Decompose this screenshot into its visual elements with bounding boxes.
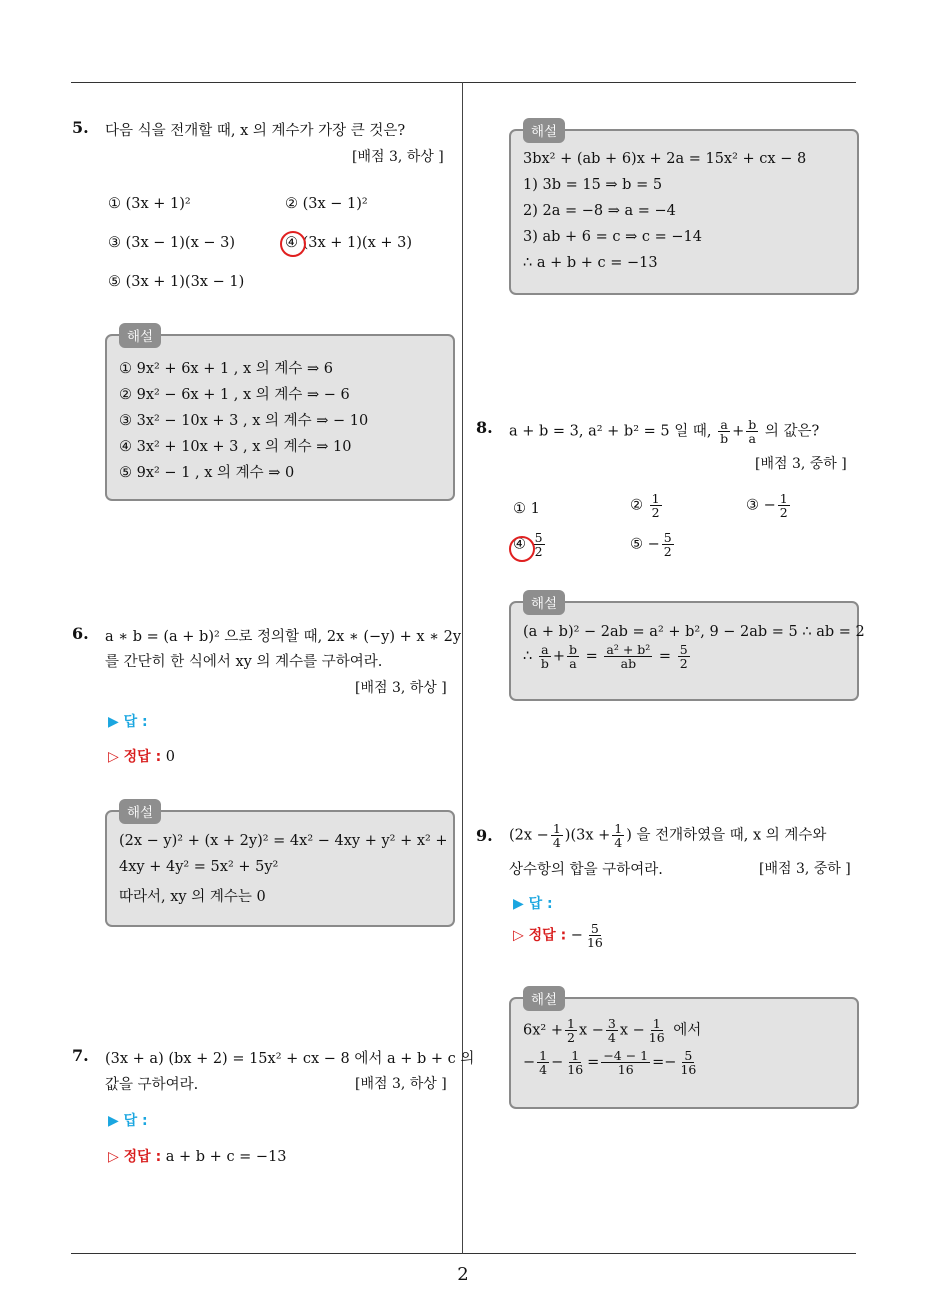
q8-text: a + b = 3, a² + b² = 5 일 때, $\frac{a}{b}$ + $\frac{b}{a}$ 의 값은? bbox=[509, 417, 820, 447]
q7-solution-line: 2) 2a = −8 ⇒ a = −4 bbox=[523, 203, 676, 219]
q9-text-line1: (2x − $\frac{1}{4}$ )(3x + $\frac{1}{4}$ ) 을 전개하였을 때, x 의 계수와 bbox=[509, 821, 827, 851]
q9-solution-box bbox=[509, 992, 859, 1109]
q7-solution-box bbox=[509, 124, 859, 295]
q6-solution-line: (2x − y)² + (x + 2y)² = 4x² − 4xy + y² + x² + bbox=[119, 833, 448, 849]
q8-choice-3[interactable]: ③ − $\frac{1}{2}$ bbox=[746, 491, 788, 521]
q5-choice-5[interactable]: ⑤ (3x + 1)(3x − 1) bbox=[108, 274, 245, 290]
q5-number: 5. bbox=[72, 118, 89, 137]
q7-correct-row bbox=[108, 1146, 287, 1166]
q7-correct-label: ▷ 정답 : bbox=[108, 1149, 162, 1165]
fraction: $\frac{a}{b}$ bbox=[720, 417, 729, 447]
fraction: $\frac{b}{a}$ bbox=[569, 642, 578, 672]
top-rule bbox=[71, 82, 856, 83]
page-number: 2 bbox=[457, 1264, 469, 1285]
q5-solution-line: ② 9x² − 6x + 1 , x 의 계수 ⇒ − 6 bbox=[119, 387, 350, 403]
fraction: $\frac{1}{2}$ bbox=[779, 491, 788, 521]
solution-tag: 해설 bbox=[119, 323, 161, 348]
q5-solution-line: ③ 3x² − 10x + 3 , x 의 계수 ⇒ − 10 bbox=[119, 413, 369, 429]
answer-mark-circle bbox=[280, 231, 306, 257]
q9-answer-label: ▶ 답 : bbox=[513, 896, 553, 912]
q5-choice-3[interactable]: ③ (3x − 1)(x − 3) bbox=[108, 235, 236, 251]
q7-meta: [배점 3, 하상 ] bbox=[355, 1076, 447, 1092]
q7-answer-label: ▶ 답 : bbox=[108, 1113, 148, 1129]
q8-text-a: a + b = 3, a² + b² = 5 일 때, bbox=[509, 423, 712, 440]
q7-solution-line: ∴ a + b + c = −13 bbox=[523, 255, 658, 271]
fraction: $\frac{1}{4}$ bbox=[552, 821, 561, 851]
q6-text-line2: 를 간단히 한 식에서 xy 의 계수를 구하여라. bbox=[105, 654, 383, 670]
fraction: $\frac{5}{2}$ bbox=[679, 642, 688, 672]
fraction: $\frac{5}{2}$ bbox=[534, 530, 543, 560]
q8-solution-line: ∴ $\frac{a}{b}$ + $\frac{b}{a}$ = $\frac{\text{a² + b²}}{ab}$ = $\frac{5}{2}$ bbox=[523, 642, 688, 672]
q6-solution-line: 4xy + 4y² = 5x² + 5y² bbox=[119, 859, 279, 875]
q6-solution-line: 따라서, xy 의 계수는 0 bbox=[119, 889, 266, 905]
q8-text-b: 의 값은? bbox=[764, 423, 820, 440]
q7-correct-value: a + b + c = −13 bbox=[165, 1149, 287, 1165]
fraction: $\frac{1}{16}$ bbox=[567, 1048, 584, 1078]
q7-text-line2: 값을 구하여라. bbox=[105, 1077, 199, 1093]
q5-meta: [배점 3, 하상 ] bbox=[352, 149, 444, 165]
q7-number: 7. bbox=[72, 1046, 89, 1065]
fraction: $\frac{1}{2}$ bbox=[651, 491, 660, 521]
q5-solution-line: ⑤ 9x² − 1 , x 의 계수 ⇒ 0 bbox=[119, 465, 295, 481]
solution-tag: 해설 bbox=[523, 590, 565, 615]
fraction: $\frac{b}{a}$ bbox=[748, 417, 757, 447]
fraction: $\frac{\text{a² + b²}}{ab}$ bbox=[606, 642, 651, 672]
fraction: $\frac{1}{2}$ bbox=[566, 1016, 575, 1046]
q5-solution-line: ④ 3x² + 10x + 3 , x 의 계수 ⇒ 10 bbox=[119, 439, 352, 455]
solution-tag: 해설 bbox=[119, 799, 161, 824]
q8-choice-1[interactable]: ① 1 bbox=[513, 501, 540, 517]
q9-solution-line: 6x² + $\frac{1}{2}$ x − $\frac{3}{4}$ x − $\frac{1}{16}$ 에서 bbox=[523, 1016, 702, 1046]
q9-solution-line: − $\frac{1}{4}$ − $\frac{1}{16}$ = $\frac{-4 - 1}{16}$ =− $\frac{5}{16}$ bbox=[523, 1048, 697, 1078]
q6-solution-box bbox=[105, 805, 455, 927]
q6-text-line1: a ∗ b = (a + b)² 으로 정의할 때, 2x ∗ (−y) + x ∗ 2y bbox=[105, 629, 462, 645]
q5-text: 다음 식을 전개할 때, x 의 계수가 가장 큰 것은? bbox=[105, 123, 406, 139]
q7-solution-line: 3bx² + (ab + 6)x + 2a = 15x² + cx − 8 bbox=[523, 151, 807, 167]
fraction: $\frac{1}{4}$ bbox=[539, 1048, 548, 1078]
fraction: $\frac{1}{4}$ bbox=[614, 821, 623, 851]
q8-choice-2[interactable]: ② $\frac{1}{2}$ bbox=[630, 491, 660, 521]
q7-solution-line: 1) 3b = 15 ⇒ b = 5 bbox=[523, 177, 663, 193]
q7-solution-line: 3) ab + 6 = c ⇒ c = −14 bbox=[523, 229, 702, 245]
column-divider bbox=[462, 82, 463, 1254]
q6-meta: [배점 3, 하상 ] bbox=[355, 680, 447, 696]
q6-correct-row bbox=[108, 746, 175, 766]
q6-correct-value: 0 bbox=[165, 749, 176, 765]
q8-solution-line: (a + b)² − 2ab = a² + b², 9 − 2ab = 5 ∴ ab = 2 bbox=[523, 624, 865, 640]
q8-solution-box bbox=[509, 596, 865, 701]
fraction: $\frac{5}{2}$ bbox=[663, 530, 672, 560]
q8-meta: [배점 3, 중하 ] bbox=[755, 456, 847, 472]
q6-correct-label: ▷ 정답 : bbox=[108, 749, 162, 765]
q6-number: 6. bbox=[72, 624, 89, 643]
q8-number: 8. bbox=[476, 418, 493, 437]
q9-correct-row: ▷ 정답 : − $\frac{5}{16}$ bbox=[513, 921, 603, 951]
solution-tag: 해설 bbox=[523, 118, 565, 143]
q9-text-line2: 상수항의 합을 구하여라. bbox=[509, 862, 663, 878]
fraction: $\frac{5}{16}$ bbox=[680, 1048, 697, 1078]
fraction: $\frac{5}{16}$ bbox=[586, 921, 603, 951]
q8-choice-4[interactable]: ④ $\frac{5}{2}$ bbox=[513, 530, 543, 560]
fraction: $\frac{-4 - 1}{16}$ bbox=[603, 1048, 649, 1078]
solution-tag: 해설 bbox=[523, 986, 565, 1011]
q7-text-line1: (3x + a) (bx + 2) = 15x² + cx − 8 에서 a + b + c 의 bbox=[105, 1051, 475, 1067]
q9-correct-label: ▷ 정답 : bbox=[513, 927, 567, 944]
q5-solution-line: ① 9x² + 6x + 1 , x 의 계수 ⇒ 6 bbox=[119, 361, 334, 377]
fraction: $\frac{3}{4}$ bbox=[607, 1016, 616, 1046]
q8-choice-5[interactable]: ⑤ − $\frac{5}{2}$ bbox=[630, 530, 672, 560]
q5-solution-box bbox=[105, 329, 455, 501]
fraction: $\frac{1}{16}$ bbox=[648, 1016, 665, 1046]
q6-answer-label: ▶ 답 : bbox=[108, 714, 148, 730]
bottom-rule bbox=[71, 1253, 856, 1254]
fraction: $\frac{a}{b}$ bbox=[540, 642, 549, 672]
answer-mark-circle bbox=[509, 536, 535, 562]
q9-number: 9. bbox=[476, 826, 493, 845]
q5-choice-1[interactable]: ① (3x + 1)² bbox=[108, 196, 191, 212]
q9-meta: [배점 3, 중하 ] bbox=[759, 861, 851, 877]
q5-choice-4[interactable]: ④ (3x + 1)(x + 3) bbox=[285, 235, 413, 251]
q5-choice-2[interactable]: ② (3x − 1)² bbox=[285, 196, 368, 212]
